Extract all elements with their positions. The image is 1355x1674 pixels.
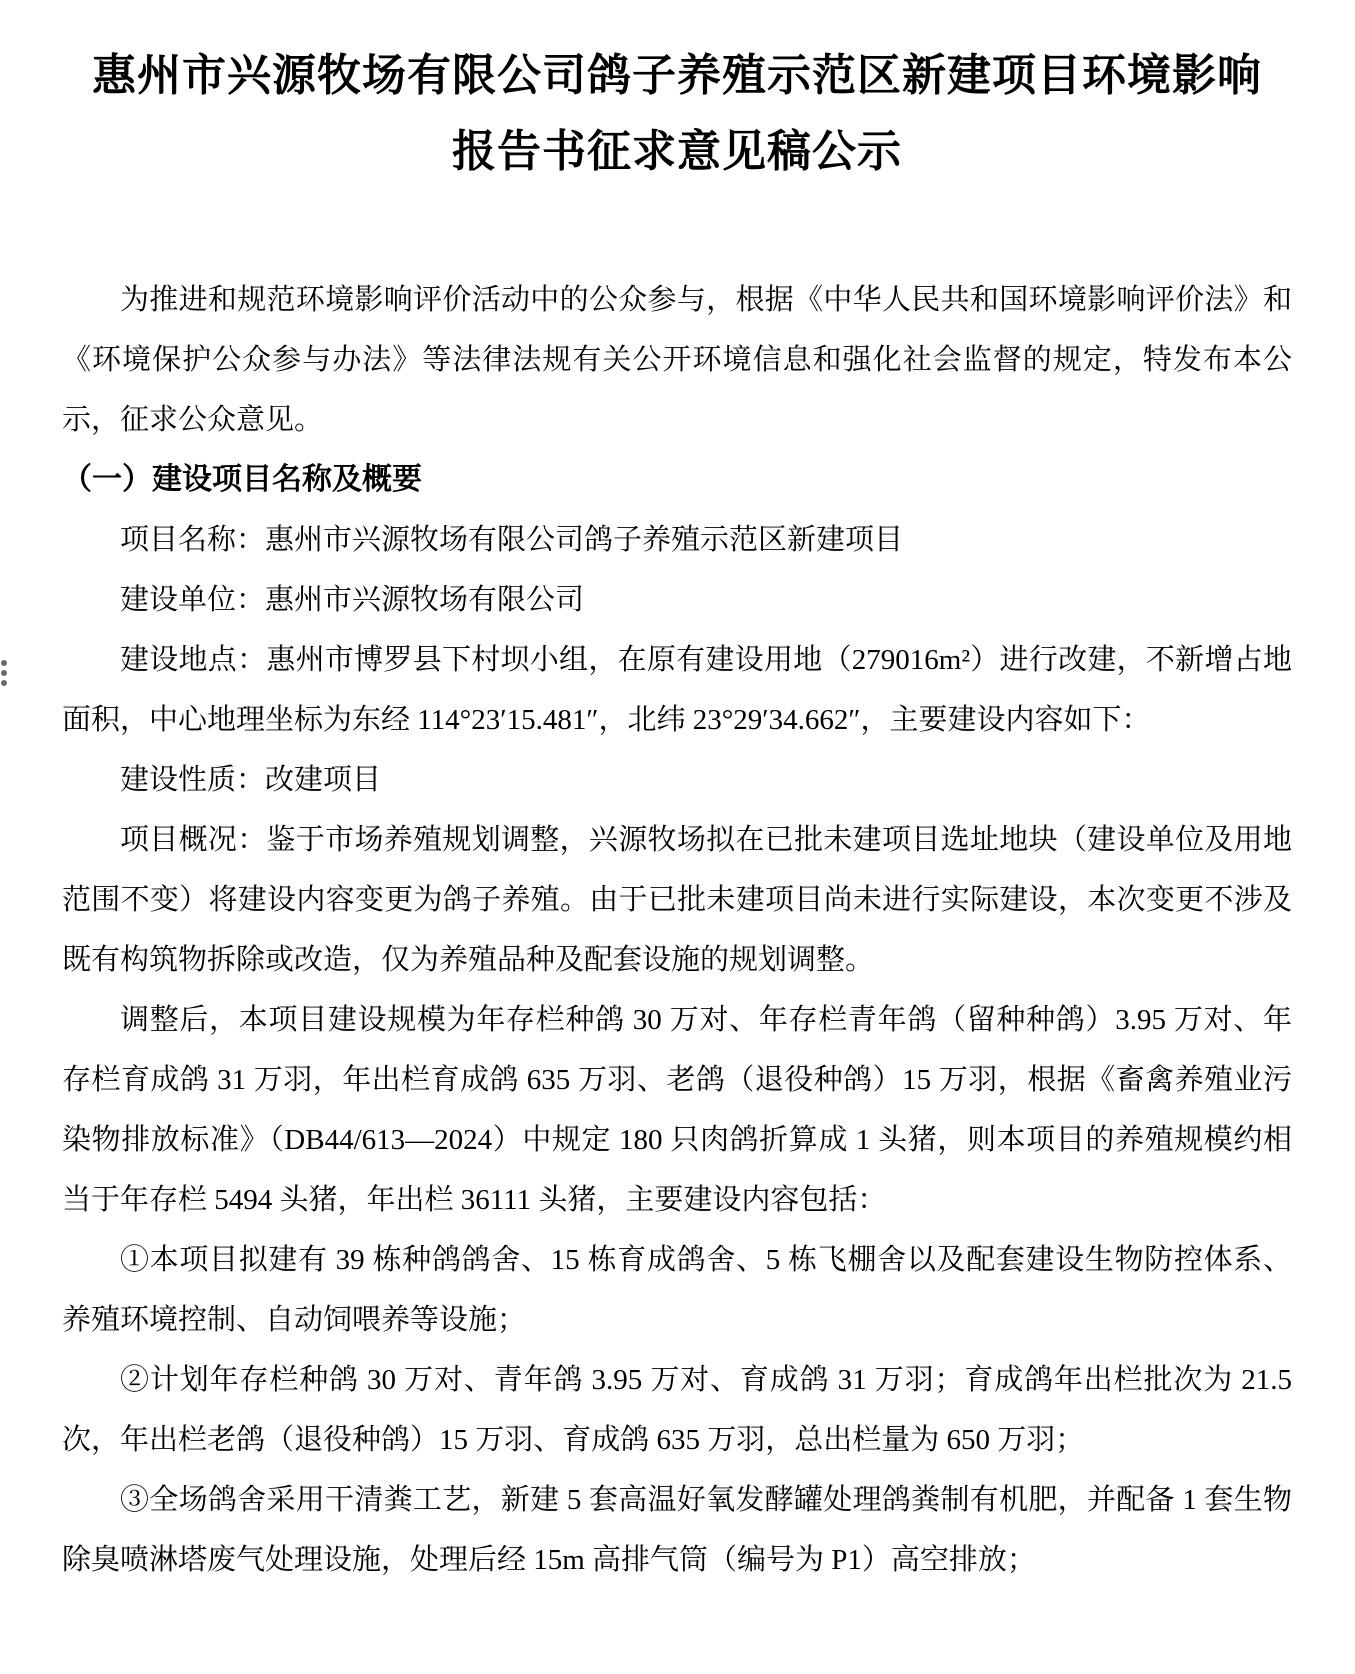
paragraph-item-2: ②计划年存栏种鸽 30 万对、青年鸽 3.95 万对、育成鸽 31 万羽；育成鸽年出栏批次为 21.5 次，年出栏老鸽（退役种鸽）15 万羽、育成鸽 635 万羽，总出栏量为 650 万羽； — [62, 1364, 1292, 1456]
paragraph-project-overview: 项目概况：鉴于市场养殖规划调整，兴源牧场拟在已批未建项目选址地块（建设单位及用地范围不变）将建设内容变更为鸽子养殖。由于已批未建项目尚未进行实际建设，本次变更不涉及既有构筑物拆除或改造，仅为养殖品种及配套设施的规划调整。 — [62, 824, 1292, 976]
marker-dot — [1, 660, 7, 666]
marker-dot — [1, 670, 7, 676]
section-1-heading: （一）建设项目名称及概要 — [62, 463, 422, 496]
paragraph-item-3: ③全场鸽舍采用干清粪工艺，新建 5 套高温好氧发酵罐处理鸽粪制有机肥，并配备 1 套生物除臭喷淋塔废气处理设施，处理后经 15m 高排气筒（编号为 P1）高空排放； — [62, 1484, 1292, 1576]
paragraph-intro: 为推进和规范环境影响评价活动中的公众参与，根据《中华人民共和国环境影响评价法》和《环境保护公众参与办法》等法律法规有关公开环境信息和强化社会监督的规定，特发布本公示，征求公众意见。 — [62, 284, 1292, 436]
paragraph-construction-unit: 建设单位：惠州市兴源牧场有限公司 — [120, 584, 585, 616]
title-line-1: 惠州市兴源牧场有限公司鸽子养殖示范区新建项目环境影响 — [92, 51, 1262, 100]
paragraph-construction-nature: 建设性质：改建项目 — [120, 764, 382, 796]
paragraph-item-1: ①本项目拟建有 39 栋种鸽鸽舍、15 栋育成鸽舍、5 栋飞棚舍以及配套建设生物防控体系、养殖环境控制、自动饲喂养等设施； — [62, 1244, 1292, 1336]
vertical-ellipsis-icon[interactable] — [1, 660, 9, 686]
title-line-2: 报告书征求意见稿公示 — [452, 127, 902, 176]
marker-dot — [1, 680, 7, 686]
paragraph-construction-site: 建设地点：惠州市博罗县下村坝小组，在原有建设用地（279016m²）进行改建，不新增占地面积，中心地理坐标为东经 114°23′15.481″，北纬 23°29′34.662″，主要建设内容如下： — [62, 644, 1292, 736]
document-title — [62, 38, 1292, 190]
paragraph-adjusted-scale: 调整后，本项目建设规模为年存栏种鸽 30 万对、年存栏青年鸽（留种种鸽）3.95 万对、年存栏育成鸽 31 万羽，年出栏育成鸽 635 万羽、老鸽（退役种鸽）15 万羽，根据《畜禽养殖业污染物排放标准》（DB44/613—2024）中规定 180 只肉鸽折算成 1 头猪，则本项目的养殖规模约相当于年存栏 5494 头猪，年出栏 36111 头猪，主要建设内容包括： — [62, 1004, 1292, 1216]
paragraph-project-name: 项目名称：惠州市兴源牧场有限公司鸽子养殖示范区新建项目 — [120, 524, 904, 556]
